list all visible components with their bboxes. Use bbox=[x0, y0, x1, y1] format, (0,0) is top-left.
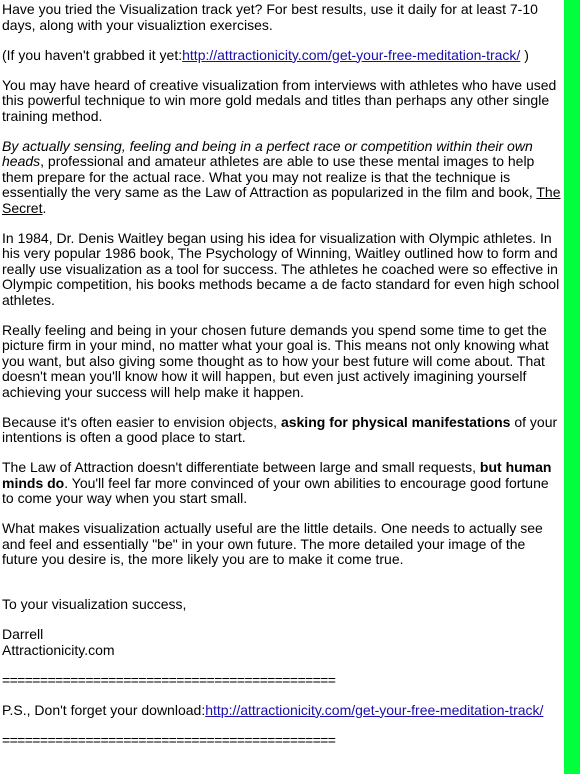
details-paragraph: What makes visualization actually useful are the little details. One needs to actually see and feel and essentially "be" in your own future. The more detailed your image of the future you desire is, the more likely you are to make it come true. bbox=[2, 520, 543, 567]
signature-name: Darrell bbox=[2, 626, 44, 642]
email-body bbox=[2, 2, 564, 763]
objects-text-pre: Because it's often easier to envision objects, bbox=[2, 413, 281, 430]
closing-line: To your visualization success, bbox=[2, 596, 187, 612]
feeling-paragraph: Really feeling and being in your chosen future demands you spend some time to get the picture firm in your mind, no matter what your goal is. This means not only knowing what you want, but also giving some thought as to how your best future will come about. That doesn't mean you'll know how it will happen, but even just actively imagining yourself achieving your success will help make it happen. bbox=[2, 321, 549, 400]
heard-paragraph: You may have heard of creative visualization from interviews with athletes who have used this powerful technique to win more gold medals and titles than perhaps any other single training method. bbox=[2, 76, 557, 124]
law-text-post: . You'll feel far more convinced of your own abilities to encourage good fortune to come your way when you start small. bbox=[2, 474, 549, 506]
objects-text-post: of your intentions is often a good place to start. bbox=[2, 413, 558, 445]
grab-paragraph bbox=[2, 48, 564, 64]
law-bold-text: but human minds do bbox=[2, 459, 552, 491]
law-paragraph bbox=[2, 460, 564, 507]
objects-paragraph bbox=[2, 415, 564, 446]
ps-download-link[interactable]: http://attractionicity.com/get-your-free-meditation-track/ bbox=[205, 701, 544, 718]
law-text-pre: The Law of Attraction doesn't differentiate between large and small requests, bbox=[2, 459, 480, 475]
meditation-track-link[interactable]: http://attractionicity.com/get-your-free-meditation-track/ bbox=[182, 46, 521, 63]
the-secret-title: The Secret bbox=[2, 184, 561, 216]
spacer bbox=[2, 582, 564, 597]
sensing-end: . bbox=[42, 199, 47, 216]
divider-rule-bottom: ============================================ bbox=[2, 731, 336, 748]
green-side-bar bbox=[564, 0, 580, 774]
objects-bold-text: asking for physical manifestations bbox=[280, 413, 511, 430]
grab-suffix: ) bbox=[520, 46, 529, 63]
sensing-italic-text: By actually sensing, feeling and being in a perfect race or competition within their own heads bbox=[2, 137, 533, 169]
grab-prefix: (If you haven't grabbed it yet: bbox=[2, 46, 183, 63]
signature bbox=[2, 627, 564, 658]
waitley-paragraph: In 1984, Dr. Denis Waitley began using his idea for visualization with Olympic athletes. In his very popular 1986 book, The Psychology of Winning, Waitley outlined how to form and really use visualization as a tool for success. The athletes he coached were so effective in Olympic competition, his books methods became a de facto standard for even high school athletes. bbox=[2, 229, 560, 308]
divider-rule-top: ============================================ bbox=[2, 671, 336, 688]
ps-paragraph bbox=[2, 703, 564, 719]
signature-site: Attractionicity.com bbox=[2, 641, 115, 658]
sensing-text: , professional and amateur athletes are able to use these mental images to help them prepare for the actual race. What you may not realize is that the technique is essentially the very same as the Law of Attraction as popularized in the film and book, bbox=[2, 153, 537, 200]
ps-prefix: P.S., Don't forget your download: bbox=[2, 701, 206, 718]
intro-paragraph: Have you tried the Visualization track yet? For best results, use it daily for at least 7-10 days, along with your visualiztion exercises. bbox=[2, 1, 538, 33]
sensing-paragraph bbox=[2, 139, 564, 217]
